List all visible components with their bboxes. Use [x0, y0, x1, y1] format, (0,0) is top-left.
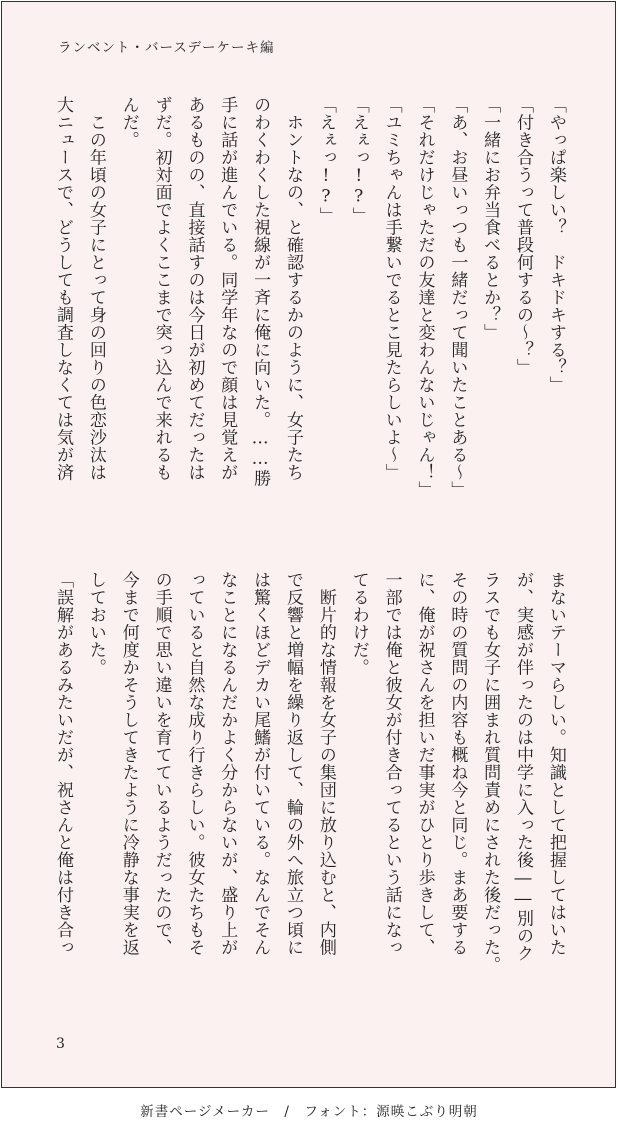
text-line: なことになるんだかよく分からないが、盛り上が [217, 571, 238, 956]
page-number: 3 [56, 1036, 65, 1052]
text-line: 「えぇっ!?」 [315, 96, 336, 225]
text-line: のわくわくした視線が一斉に俺に向いた。……勝 [250, 96, 271, 487]
text-line: っていると自然な成り行きらしい。彼女たちもそ [184, 571, 205, 956]
text-line: 断片的な情報を女子の集団に放り込むと、内側 [315, 571, 336, 956]
text-line: 「誤解があるみたいだが、祝さんと俺は付き合っ [53, 571, 73, 956]
text-line: ラスでも女子に囲まれ質問責めにされた後だった。 [480, 571, 501, 974]
text-line: 「あ、お昼いっつも一緒だって聞いたことある〜」 [447, 96, 468, 499]
text-line: ずだ。初対面でよくここまで突っ込んで来れるも [151, 96, 172, 481]
lower-text-block [52, 571, 567, 989]
book-page [1, 1, 616, 1088]
text-line: ホントなの、と確認するかのように、女子たち [283, 96, 304, 481]
running-header: ランベント・バースデーケーキ編 [58, 40, 275, 56]
text-line: まないテーマらしい。知識として把握してはいた [545, 571, 566, 956]
text-line: てるわけだ。 [348, 571, 369, 676]
text-line: が、実感が伴ったのは中学に入った後――別のク [513, 571, 534, 962]
text-line: んだ。 [118, 96, 139, 149]
text-line: 大ニュースで、どうしても調査しなくては気が済 [53, 96, 73, 481]
text-line: あるものの、直接話すのは今日が初めてだったは [184, 96, 205, 481]
text-line: に、俺が祝さんを担いだ事実がひとり歩きして、 [414, 571, 435, 956]
text-line: 手に話が進んでいる。同学年なので顔は見覚えが [217, 96, 238, 481]
footer-credit: 新書ページメーカー / フォント：源暎こぶり明朝 [140, 1104, 478, 1120]
text-line: 「ユミちゃんは手繋いでるとこ見たらしいよ〜」 [381, 96, 402, 481]
text-line: で反響と増幅を繰り返して、輪の外へ旅立つ頃に [283, 571, 304, 956]
text-line: しておいた。 [85, 571, 106, 676]
text-line: 「やっぱ楽しい？ ドキドキする？」 [545, 96, 566, 394]
text-line: 「付き合うって普段何するの〜？」 [513, 96, 534, 376]
text-line: は驚くほどデカい尾鰭が付いている。なんでそん [250, 571, 271, 956]
text-line: この年頃の女子にとって身の回りの色恋沙汰は [85, 96, 106, 481]
text-line: その時の質問の内容も概ね今と同じ。まあ要する [447, 571, 468, 956]
text-line: 「一緒にお弁当食べるとか？」 [480, 96, 501, 341]
text-line: 一部では俺と彼女が付き合ってるという話になっ [381, 571, 402, 956]
text-line: 「えぇっ!?」 [348, 96, 369, 225]
text-line: 今まで何度かそうしてきたように冷静な事実を返 [118, 571, 139, 956]
text-line: 「それだけじゃただの友達と変わんないじゃん！」 [414, 96, 435, 499]
text-line: の手順で思い違いを育てているようだったので、 [151, 571, 172, 956]
upper-text-block [52, 96, 567, 514]
